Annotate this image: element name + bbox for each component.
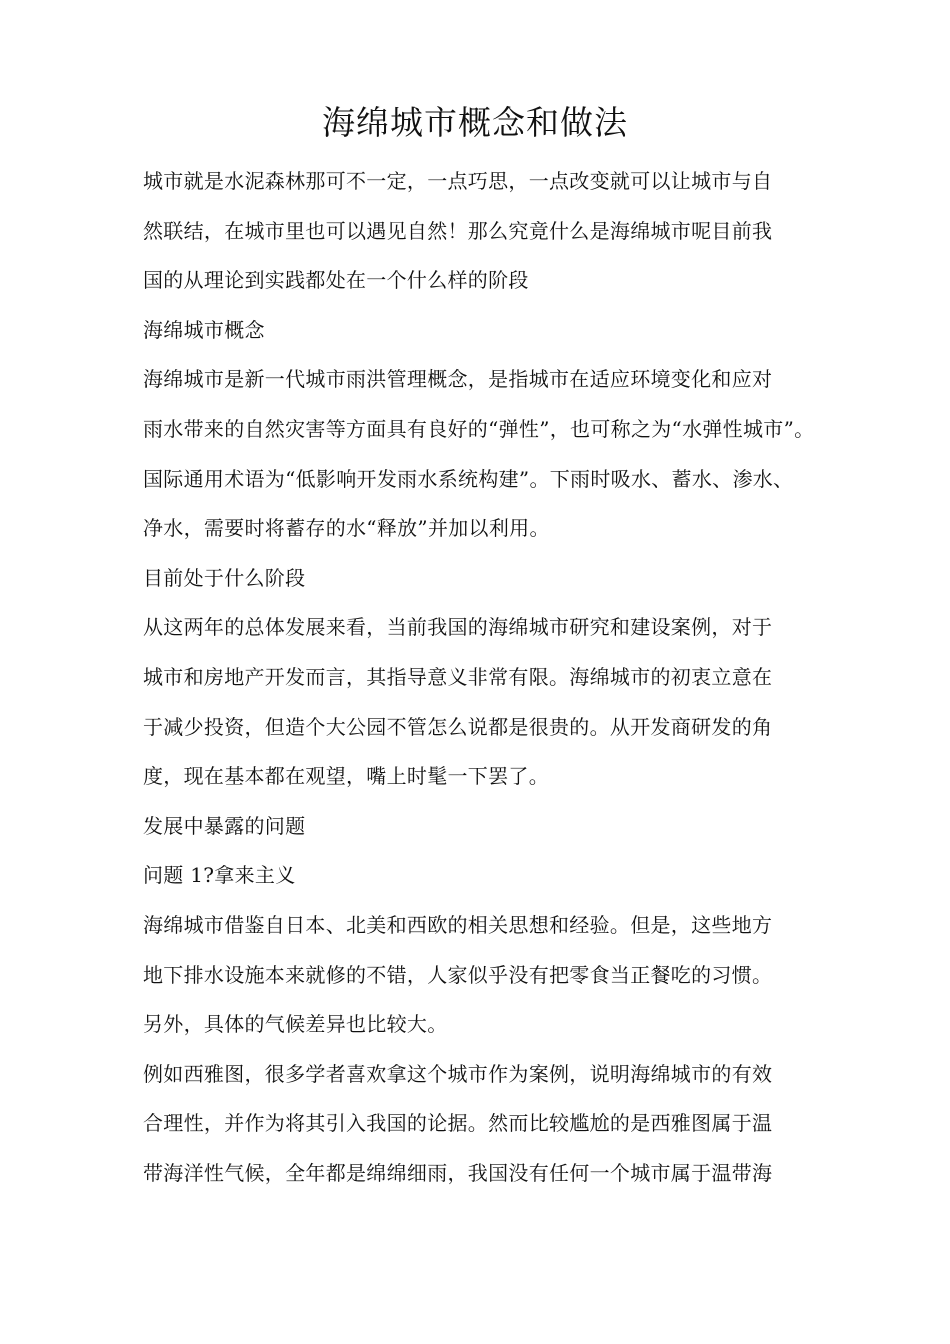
text-line: 合理性，并作为将其引入我国的论据。然而比较尴尬的是西雅图属于温 xyxy=(143,1111,773,1136)
text-line: 城市和房地产开发而言，其指导意义非常有限。海绵城市的初衷立意在 xyxy=(143,664,773,689)
text-line: 国际通用术语为“低影响开发雨水系统构建”。下雨时吸水、蓄水、渗水、 xyxy=(143,466,794,491)
text-line: 例如西雅图，很多学者喜欢拿这个城市作为案例，说明海绵城市的有效 xyxy=(143,1061,773,1086)
text-line: 带海洋性气候，全年都是绵绵细雨，我国没有任何一个城市属于温带海 xyxy=(143,1160,773,1185)
text-line: 雨水带来的自然灾害等方面具有良好的“弹性”，也可称之为“水弹性城市”。 xyxy=(143,416,815,441)
page-title: 海绵城市概念和做法 xyxy=(322,103,628,142)
subsection-heading: 问题 1?拿来主义 xyxy=(143,863,296,888)
text-line: 然联结，在城市里也可以遇见自然！那么究竟什么是海绵城市呢目前我 xyxy=(143,218,773,243)
text-line: 度，现在基本都在观望，嘴上时髦一下罢了。 xyxy=(143,764,549,789)
text-line: 城市就是水泥森林那可不一定，一点巧思，一点改变就可以让城市与自 xyxy=(143,169,773,193)
section-heading: 目前处于什么阶段 xyxy=(143,565,306,590)
text-line: 国的从理论到实践都处在一个什么样的阶段 xyxy=(143,268,529,293)
text-line: 于减少投资，但造个大公园不管怎么说都是很贵的。从开发商研发的角 xyxy=(143,714,773,739)
text-line: 海绵城市借鉴自日本、北美和西欧的相关思想和经验。但是，这些地方 xyxy=(143,912,773,937)
section-heading: 发展中暴露的问题 xyxy=(143,813,306,838)
text-line: 从这两年的总体发展来看，当前我国的海绵城市研究和建设案例，对于 xyxy=(143,615,773,640)
text-line: 另外，具体的气候差异也比较大。 xyxy=(143,1012,448,1037)
text-line: 净水，需要时将蓄存的水“释放”并加以利用。 xyxy=(143,516,550,541)
section-heading: 海绵城市概念 xyxy=(143,317,265,342)
text-line: 地下排水设施本来就修的不错，人家似乎没有把零食当正餐吃的习惯。 xyxy=(143,962,773,987)
document-body xyxy=(143,157,833,1198)
text-line: 海绵城市是新一代城市雨洪管理概念，是指城市在适应环境变化和应对 xyxy=(143,367,773,392)
